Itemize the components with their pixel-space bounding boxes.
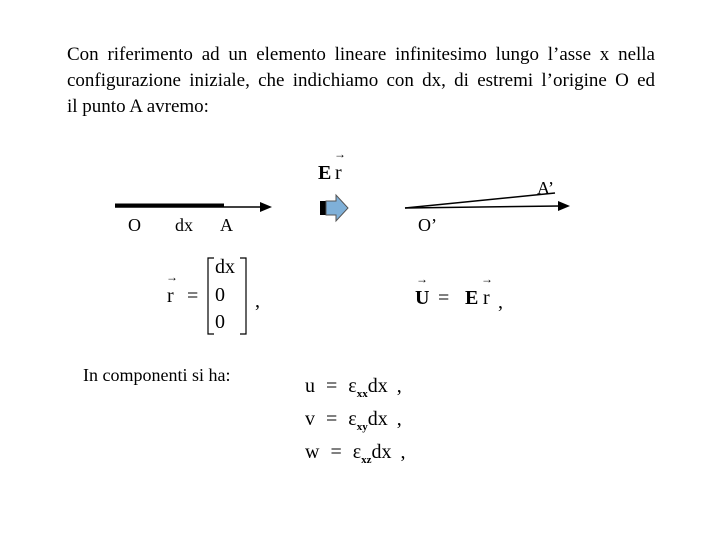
- matrix-right-bracket: [240, 258, 246, 334]
- w-sub: xz: [361, 454, 372, 466]
- r-equals: =: [187, 285, 199, 307]
- v-eps: ε: [348, 408, 357, 430]
- w-eq: =: [330, 441, 342, 463]
- transform-r: r: [335, 162, 342, 184]
- U-comma: ,: [498, 291, 503, 313]
- label-dx: dx: [175, 215, 193, 235]
- intro-line-3: il punto A avremo:: [67, 96, 209, 117]
- v-comma: ,: [396, 408, 402, 430]
- w-dx: dx: [371, 441, 392, 463]
- U-equals: =: [438, 287, 450, 309]
- initial-element-arrowhead: [260, 202, 272, 212]
- u-eq: =: [326, 375, 338, 397]
- label-A: A: [220, 215, 233, 235]
- w-var: w: [305, 441, 320, 463]
- v-sub: xy: [356, 421, 368, 433]
- v-dx: dx: [367, 408, 388, 430]
- U-r-symbol: r: [483, 287, 490, 309]
- matrix-entry-0a: 0: [215, 284, 225, 306]
- r-symbol: r: [167, 285, 174, 307]
- intro-line-2: configurazione iniziale, che indichiamo con dx, di estremi l’origine O ed: [67, 70, 655, 91]
- label-O: O: [128, 215, 141, 235]
- v-equation: [305, 408, 402, 433]
- u-var: u: [305, 375, 315, 397]
- vector-arrow-icon: →: [481, 272, 493, 286]
- U-symbol: U: [415, 287, 430, 309]
- vector-arrow-icon: →: [334, 147, 346, 161]
- w-equation: [305, 441, 406, 466]
- vector-arrow-icon: →: [166, 270, 178, 284]
- components-label: In componenti si ha:: [83, 365, 231, 385]
- u-sub: xx: [356, 388, 368, 400]
- label-O-prime: O’: [418, 215, 437, 235]
- deformed-element-arrowhead: [558, 201, 570, 211]
- intro-line-1: Con riferimento ad un elemento lineare infinitesimo lungo l’asse x nella: [67, 44, 655, 65]
- U-E-symbol: E: [465, 287, 479, 309]
- matrix-entry-0b: 0: [215, 311, 225, 333]
- v-eq: =: [326, 408, 338, 430]
- r-comma: ,: [255, 290, 260, 312]
- transform-arrow-tail: [320, 201, 326, 215]
- transform-E: E: [318, 162, 332, 184]
- w-comma: ,: [400, 441, 406, 463]
- matrix-left-bracket: [208, 258, 214, 334]
- matrix-entry-dx: dx: [215, 256, 235, 278]
- u-equation: [305, 375, 402, 400]
- vector-arrow-icon: →: [416, 272, 428, 286]
- v-var: v: [305, 408, 315, 430]
- u-comma: ,: [396, 375, 402, 397]
- transform-arrow-body: [326, 195, 348, 221]
- w-eps: ε: [352, 441, 362, 463]
- u-eps: ε: [348, 375, 357, 397]
- label-A-prime: A’: [537, 178, 554, 198]
- u-dx: dx: [367, 375, 388, 397]
